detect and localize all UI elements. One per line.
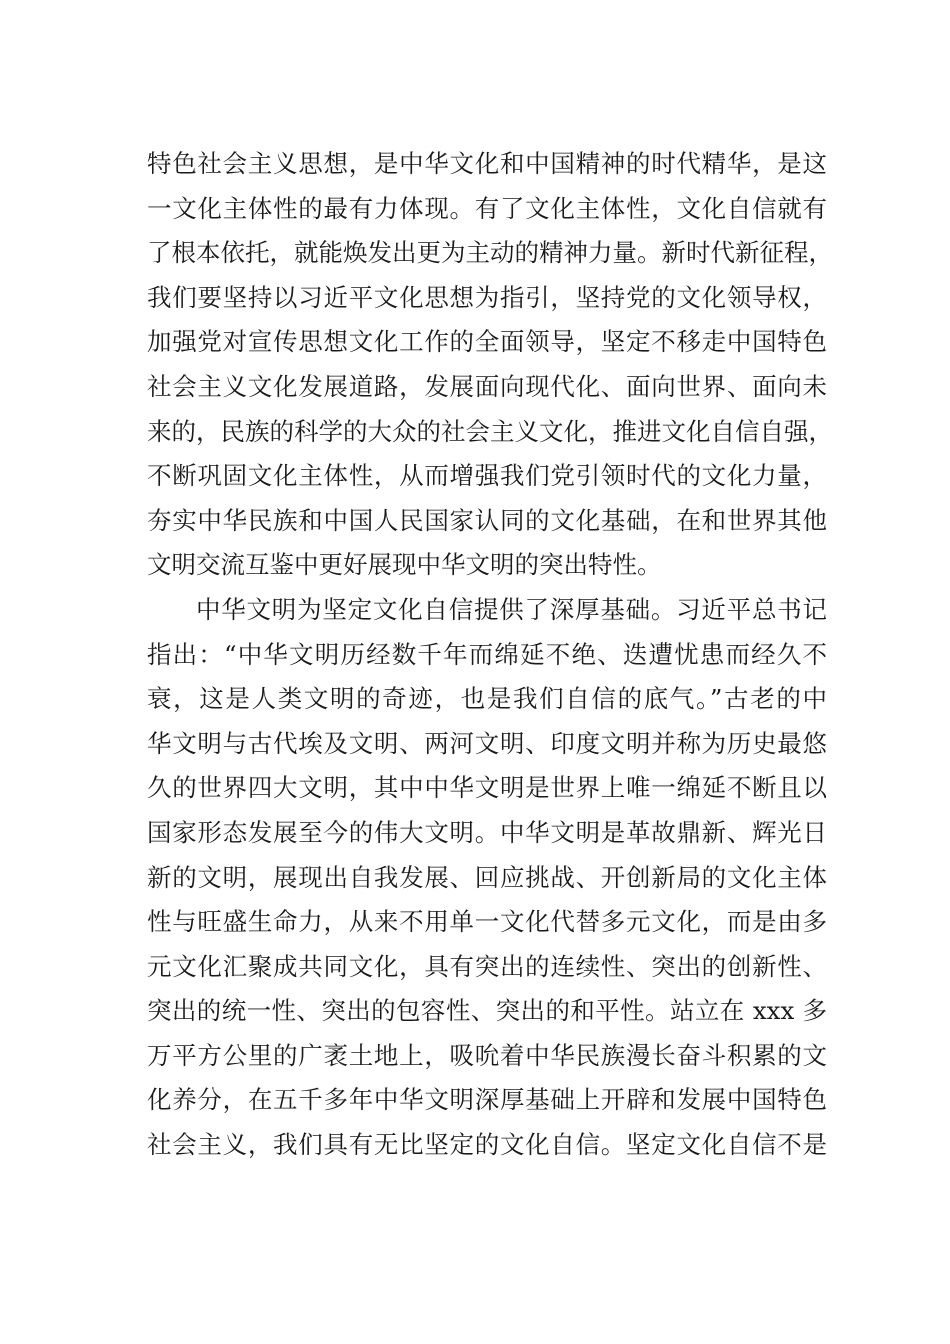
text-line: 来的，民族的科学的大众的社会主义文化，推进文化自信自强，: [147, 416, 833, 446]
text-line: 衰，这是人类文明的奇迹，也是我们自信的底气。”古老的中: [147, 684, 827, 714]
text-line: 性与旺盛生命力，从来不用单一文化代替多元文化，而是由多: [147, 907, 827, 937]
text-line: 华文明与古代埃及文明、两河文明、印度文明并称为历史最悠: [147, 728, 827, 758]
text-line: 特色社会主义思想，是中华文化和中国精神的时代精华，是这: [147, 149, 827, 178]
text-line: 社会主义文化发展道路，发展面向现代化、面向世界、面向未: [147, 371, 827, 401]
text-line: 元文化汇聚成共同文化，具有突出的连续性、突出的创新性、: [147, 951, 827, 981]
text-line: 一文化主体性的最有力体现。有了文化主体性，文化自信就有: [147, 193, 827, 223]
text-line: 了根本依托，就能焕发出更为主动的精神力量。新时代新征程，: [147, 238, 833, 268]
text-line: 久的世界四大文明，其中中华文明是世界上唯一绵延不断且以: [147, 773, 827, 803]
text-line: 我们要坚持以习近平文化思想为指引，坚持党的文化领导权，: [147, 282, 827, 312]
text-line: 社会主义，我们具有无比坚定的文化自信。坚定文化自信不是: [147, 1130, 827, 1160]
paragraph: [147, 588, 827, 1168]
text-line: 中华文明为坚定文化自信提供了深厚基础。习近平总书记: [196, 594, 827, 624]
text-line: 加强党对宣传思想文化工作的全面领导，坚定不移走中国特色: [147, 327, 827, 357]
body-text: [147, 142, 833, 1168]
text-line: 文明交流互鉴中更好展现中华文明的突出特性。: [147, 550, 662, 580]
text-line: 不断巩固文化主体性，从而增强我们党引领时代的文化力量，: [147, 461, 827, 491]
text-line: 夯实中华民族和中国人民国家认同的文化基础，在和世界其他: [147, 505, 827, 535]
text-line: 国家形态发展至今的伟大文明。中华文明是革故鼎新、辉光日: [147, 817, 827, 847]
text-line: 万平方公里的广袤土地上，吸吮着中华民族漫长奋斗积累的文: [147, 1040, 827, 1070]
paragraph: [147, 142, 833, 588]
text-line: 化养分，在五千多年中华文明深厚基础上开辟和发展中国特色: [147, 1085, 827, 1115]
text-line: 突出的统一性、突出的包容性、突出的和平性。站立在 xxx 多: [147, 996, 827, 1026]
text-line: 指出：“中华文明历经数千年而绵延不绝、迭遭忧患而经久不: [147, 639, 827, 669]
text-line: 新的文明，展现出自我发展、回应挑战、开创新局的文化主体: [147, 862, 827, 892]
